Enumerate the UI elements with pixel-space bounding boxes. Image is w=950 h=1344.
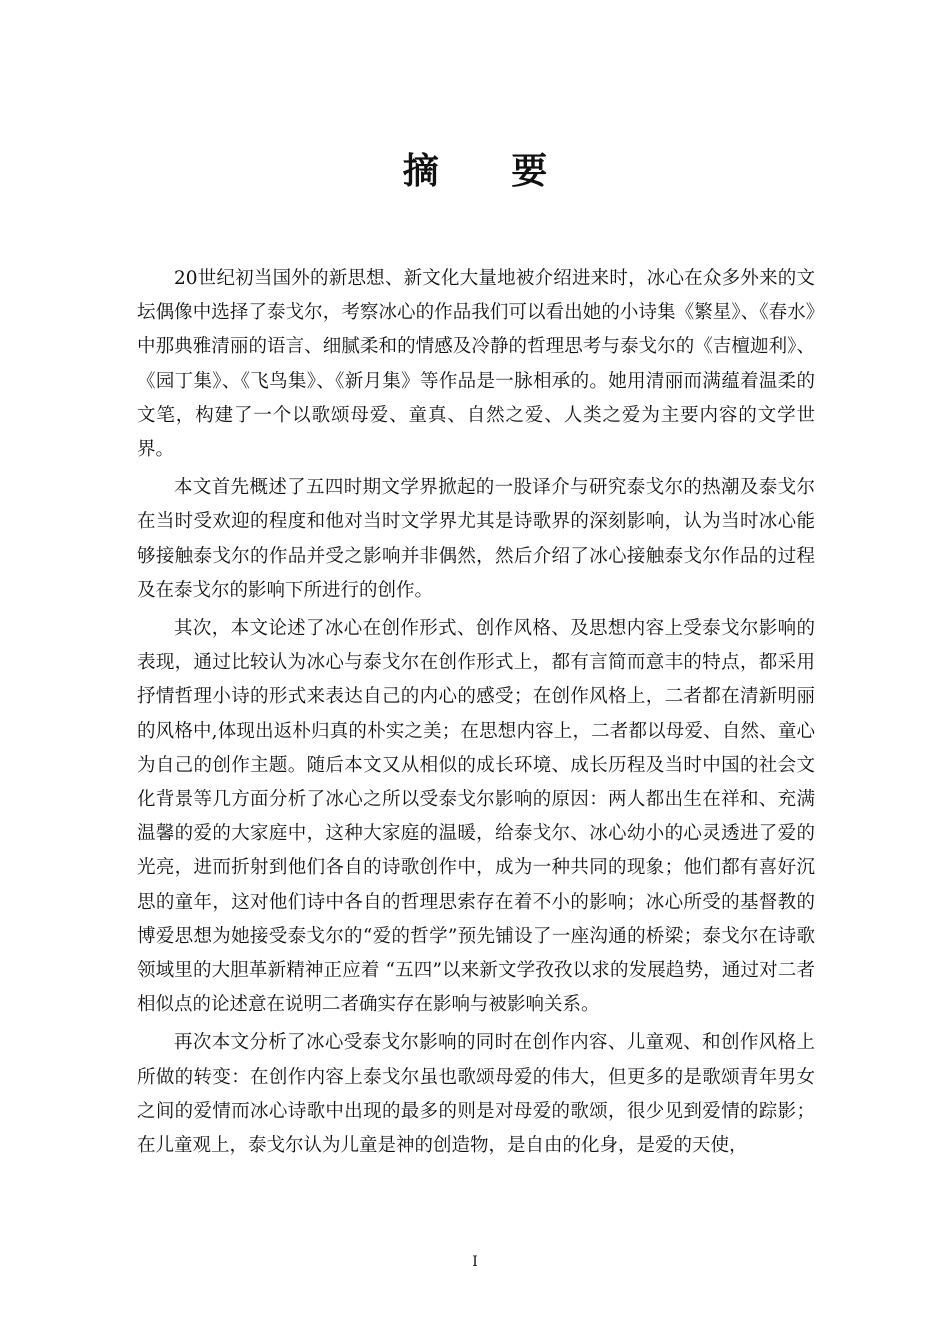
paragraph: 再次本文分析了冰心受泰戈尔影响的同时在创作内容、儿童观、和创作风格上所做的转变：在创作内容上泰戈尔虽也歌颂母爱的伟大，但更多的是歌颂青年男女之间的爱情而冰心诗歌中出现的最多的则是对母爱的歌颂，很少见到爱情的踪影；在儿童观上，泰戈尔认为儿童是神的创造物，是自由的化身，是爱的天使，: [137, 1032, 815, 1157]
paragraph: 20世纪初当国外的新思想、新文化大量地被介绍进来时，冰心在众多外来的文坛偶像中选择了泰戈尔，考察冰心的作品我们可以看出她的小诗集《繁星》、《春水》中那典雅清丽的语言、细腻柔和的情感及冷静的哲理思考与泰戈尔的《吉檀迦利》、《园丁集》、《飞鸟集》、《新月集》等作品是一脉相承的。她用清丽而满蕴着温柔的文笔，构建了一个以歌颂母爱、童真、自然之爱、人类之爱为主要内容的文学世界。: [137, 268, 815, 461]
paragraph: 其次，本文论述了冰心在创作形式、创作风格、及思想内容上受泰戈尔影响的表现，通过比较认为冰心与泰戈尔在创作形式上，都有言简而意丰的特点，都采用抒情哲理小诗的形式来表达自己的内心的感受；在创作风格上，二者都在清新明丽的风格中,体现出返朴归真的朴实之美；在思想内容上，二者都以母爱、自然、童心为自己的创作主题。随后本文又从相似的成长环境、成长历程及当时中国的社会文化背景等几方面分析了冰心之所以受泰戈尔影响的原因：两人都出生在祥和、充满温馨的爱的大家庭中，这种大家庭的温暖，给泰戈尔、冰心幼小的心灵透进了爱的光亮，进而折射到他们各自的诗歌创作中，成为一种共同的现象；他们都有喜好沉思的童年，这对他们诗中各自的哲理思索存在着不小的影响；冰心所受的基督教的博爱思想为她接受泰戈尔的“爱的哲学”预先铺设了一座沟通的桥梁；泰戈尔在诗歌领域里的大胆革新精神正应着 “五四”以来新文学孜孜以求的发展趋势，通过对二者相似点的论述意在说明二者确实存在影响与被影响关系。: [137, 618, 815, 1016]
abstract-body: [137, 262, 815, 1167]
paragraph: 本文首先概述了五四时期文学界掀起的一股译介与研究泰戈尔的热潮及泰戈尔在当时受欢迎的程度和他对当时文学界尤其是诗歌界的深刻影响，认为当时冰心能够接触泰戈尔的作品并受之影响并非偶然，然后介绍了冰心接触泰戈尔作品的过程及在泰戈尔的影响下所进行的创作。: [137, 477, 815, 601]
page-number: I: [472, 1254, 478, 1270]
page-title: 摘 要: [402, 151, 578, 192]
